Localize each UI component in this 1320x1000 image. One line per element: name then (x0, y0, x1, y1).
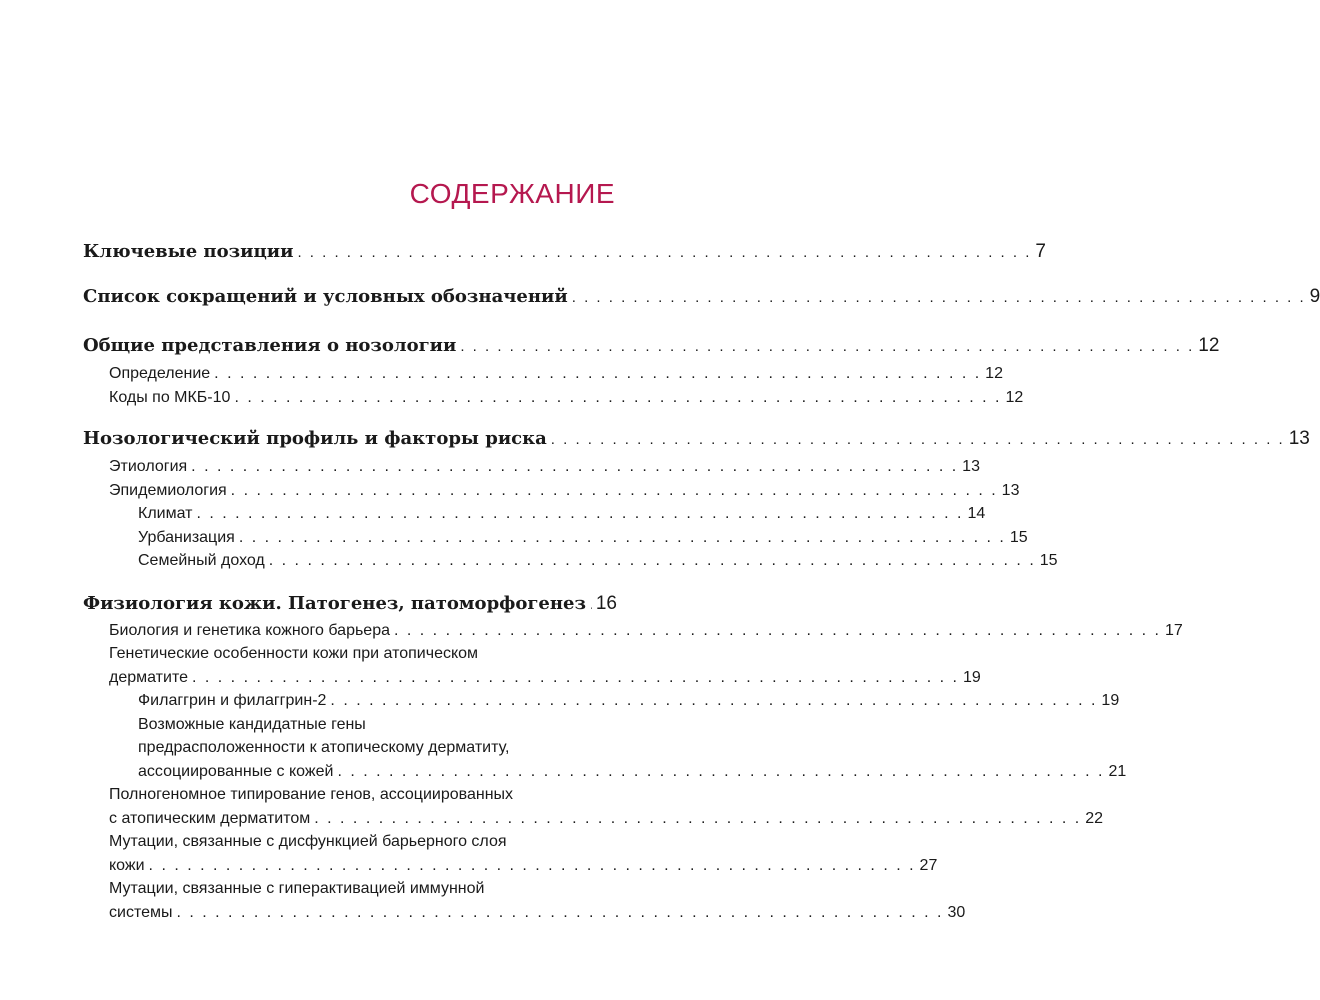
toc-entry-title-line: Полногеномное типирование генов, ассоциированных (109, 786, 514, 803)
toc-page-number: 16 (595, 592, 617, 614)
toc-entry-epidemiology[interactable] (83, 479, 1020, 503)
toc-entry-title: с атопическим дерматитом (109, 809, 311, 827)
toc-leader-dots: . . . . . . . . . . . . . . . . . . . . . . . . . . . . . . . . . . . . . . . . . . . . . . . . . . . . . . . . . . . . (297, 244, 1032, 261)
toc-entry-title: Физиология кожи. Патогенез, патоморфогенез (83, 592, 586, 614)
toc-entry-barrier-mutations[interactable] (83, 830, 938, 877)
toc-leader-dots (590, 593, 592, 617)
toc-page-number: 12 (1005, 388, 1024, 406)
toc-entry-risk-factors[interactable] (83, 427, 1310, 452)
toc-leader-dots: . . . . . . . . . . . . . . . . . . . . . . . . . . . . . . . . . . . . . . . . . . . . . . . . . . . . . . . . . . . . (314, 809, 1082, 827)
toc-entry-title: Список сокращений и условных обозначений (83, 286, 568, 307)
toc-leader-dots: . . . . . . . . . . . . . . . . . . . . . . . . . . . . . . . . . . . . . . . . . . . . . . . . . . . . . . . . . . . . (330, 692, 1098, 709)
toc-page-number: 13 (962, 458, 980, 475)
toc-leader-dots: . . . . . . . . . . . . . . . . . . . . . . . . . . . . . . . . . . . . . . . . . . . . . . . . . . . . . . . . . . . . (191, 458, 959, 475)
toc-entry-title: Филаггрин и филаггрин-2 (138, 692, 327, 709)
toc-leader-dots: . . . . . . . . . . . . . . . . . . . . . . . . . . . . . . . . . . . . . . . . . . . . . . . . . . . . . . . . . . . . (230, 481, 998, 499)
toc-entry-title: дерматите (109, 668, 188, 686)
toc-leader-dots: . . . . . . . . . . . . . . . . . . . . . . . . . . . . . . . . . . . . . . . . . . . . . . . . . . . . . . . . . . . . (176, 903, 944, 921)
toc-entry-title-line: Мутации, связанные с дисфункцией барьерного слоя (109, 833, 507, 850)
toc-entry-title-line: Возможные кандидатные гены (138, 715, 366, 733)
toc-leader-dots: . . . . . . . . . . . . . . . . . . . . . . . . . . . . . . . . . . . . . . . . . . . . . . . . . . . . . . . . . . . . (337, 762, 1105, 780)
toc-entry-icd-codes[interactable] (83, 386, 1024, 410)
toc-page-number: 9 (1309, 286, 1320, 307)
toc-entry-title-line: Мутации, связанные с гиперактивацией иммунной (109, 880, 485, 897)
toc-entry-genetic-features[interactable] (83, 642, 981, 689)
toc-page-number: 19 (963, 668, 981, 686)
toc-leader-dots: . . . . . . . . . . . . . . . . . . . . . . . . . . . . . . . . . . . . . . . . . . . . . . . . . . . . . . . . . . . . (238, 528, 1006, 546)
toc-entry-genome-wide[interactable] (83, 783, 1104, 830)
toc-entry-title: Эпидемиология (109, 481, 227, 499)
page-title: СОДЕРЖАНИЕ (409, 178, 615, 209)
toc-entry-title: Биология и генетика кожного барьера (109, 621, 390, 639)
toc-entry-title: Нозологический профиль и факторы риска (83, 428, 547, 449)
toc-entry-etiology[interactable] (83, 455, 980, 479)
toc-page-number: 17 (1165, 621, 1183, 639)
toc-page-number: 19 (1101, 692, 1120, 709)
toc-entry-immune-mutations[interactable] (83, 877, 966, 924)
toc-entry-title-line: предрасположенности к атопическому дерматиту, (138, 739, 510, 756)
toc-entry-title: Коды по МКБ-10 (109, 388, 231, 406)
toc-leader-dots: . . . . . . . . . . . . . . . . . . . . . . . . . . . . . . . . . . . . . . . . . . . . . . . . . . . . . . . . . . . . (571, 289, 1306, 306)
toc-page-number: 21 (1108, 762, 1127, 780)
toc-leader-dots: . . . . . . . . . . . . . . . . . . . . . . . . . . . . . . . . . . . . . . . . . . . . . . . . . . . . . . . . . . . . (268, 552, 1036, 569)
toc-entry-definition[interactable] (83, 362, 1003, 386)
toc-leader-dots: . . . . . . . . . . . . . . . . . . . . . . . . . . . . . . . . . . . . . . . . . . . . . . . . . . . . . . . . . . . . (214, 365, 982, 382)
toc-entry-title: кожи (109, 856, 145, 874)
toc-entry-candidate-genes[interactable] (83, 713, 1127, 784)
toc-entry-title: Этиология (109, 458, 188, 475)
toc-page-number: 12 (1198, 335, 1220, 356)
toc-leader-dots: . . . . . . . . . . . . . . . . . . . . . . . . . . . . . . . . . . . . . . . . . . . . . . . . . . . . . . . . . . . . (196, 505, 964, 522)
toc-leader-dots: . . . . . . . . . . . . . . . . . . . . . . . . . . . . . . . . . . . . . . . . . . . . . . . . . . . . . . . . . . . . (234, 388, 1002, 406)
toc-entry-filaggrin[interactable] (83, 689, 1120, 713)
toc-page-number: 27 (919, 856, 938, 874)
toc-leader-dots: . . . . . . . . . . . . . . . . . . . . . . . . . . . . . . . . . . . . . . . . . . . . . . . . . . . . . . . . . . . . (460, 338, 1195, 355)
table-of-contents (83, 240, 1320, 924)
toc-entry-skin-barrier-biology[interactable] (83, 619, 1183, 643)
toc-entry-key-positions[interactable] (83, 240, 1046, 265)
toc-page-number: 22 (1085, 809, 1104, 827)
toc-entry-skin-physiology[interactable] (83, 592, 617, 617)
toc-entry-title: Урбанизация (138, 528, 235, 546)
toc-leader-dots: . . . . . . . . . . . . . . . . . . . . . . . . . . . . . . . . . . . . . . . . . . . . . . . . . . . . . . . . . . . . (192, 668, 959, 686)
toc-entry-nosology[interactable] (83, 334, 1220, 359)
toc-page-number: 12 (985, 365, 1003, 382)
toc-entry-urbanization[interactable] (83, 526, 1028, 550)
toc-entry-title: Климат (138, 505, 193, 522)
toc-leader-dots: . . . . . . . . . . . . . . . . . . . . . . . . . . . . . . . . . . . . . . . . . . . . . . . . . . . . . . . . . . . . (148, 856, 916, 874)
toc-entry-title: Ключевые позиции (83, 241, 294, 262)
toc-entry-title: ассоциированные с кожей (138, 762, 334, 780)
toc-leader-dots: . . . . . . . . . . . . . . . . . . . . . . . . . . . . . . . . . . . . . . . . . . . . . . . . . . . . . . . . . . . . (550, 431, 1285, 448)
toc-entry-title: Определение (109, 365, 211, 382)
toc-entry-climate[interactable] (83, 502, 986, 526)
toc-page-number: 7 (1035, 241, 1046, 262)
toc-page-number: 13 (1288, 428, 1310, 449)
toc-entry-title: системы (109, 903, 173, 921)
toc-entry-title-line: Генетические особенности кожи при атопическом (109, 645, 479, 662)
toc-entry-title: Общие представления о нозологии (83, 335, 457, 356)
toc-page-number: 14 (967, 505, 986, 522)
toc-page-number: 15 (1039, 552, 1058, 569)
toc-entry-title: Семейный доход (138, 552, 265, 569)
toc-leader-dots: . . . . . . . . . . . . . . . . . . . . . . . . . . . . . . . . . . . . . . . . . . . . . . . . . . . . . . . . . . . . (394, 621, 1161, 639)
toc-page-number: 15 (1009, 528, 1028, 546)
toc-page-number: 13 (1001, 481, 1020, 499)
toc-page-number: 30 (947, 903, 966, 921)
toc-entry-abbreviations[interactable] (83, 285, 1320, 310)
toc-entry-family-income[interactable] (83, 549, 1058, 573)
